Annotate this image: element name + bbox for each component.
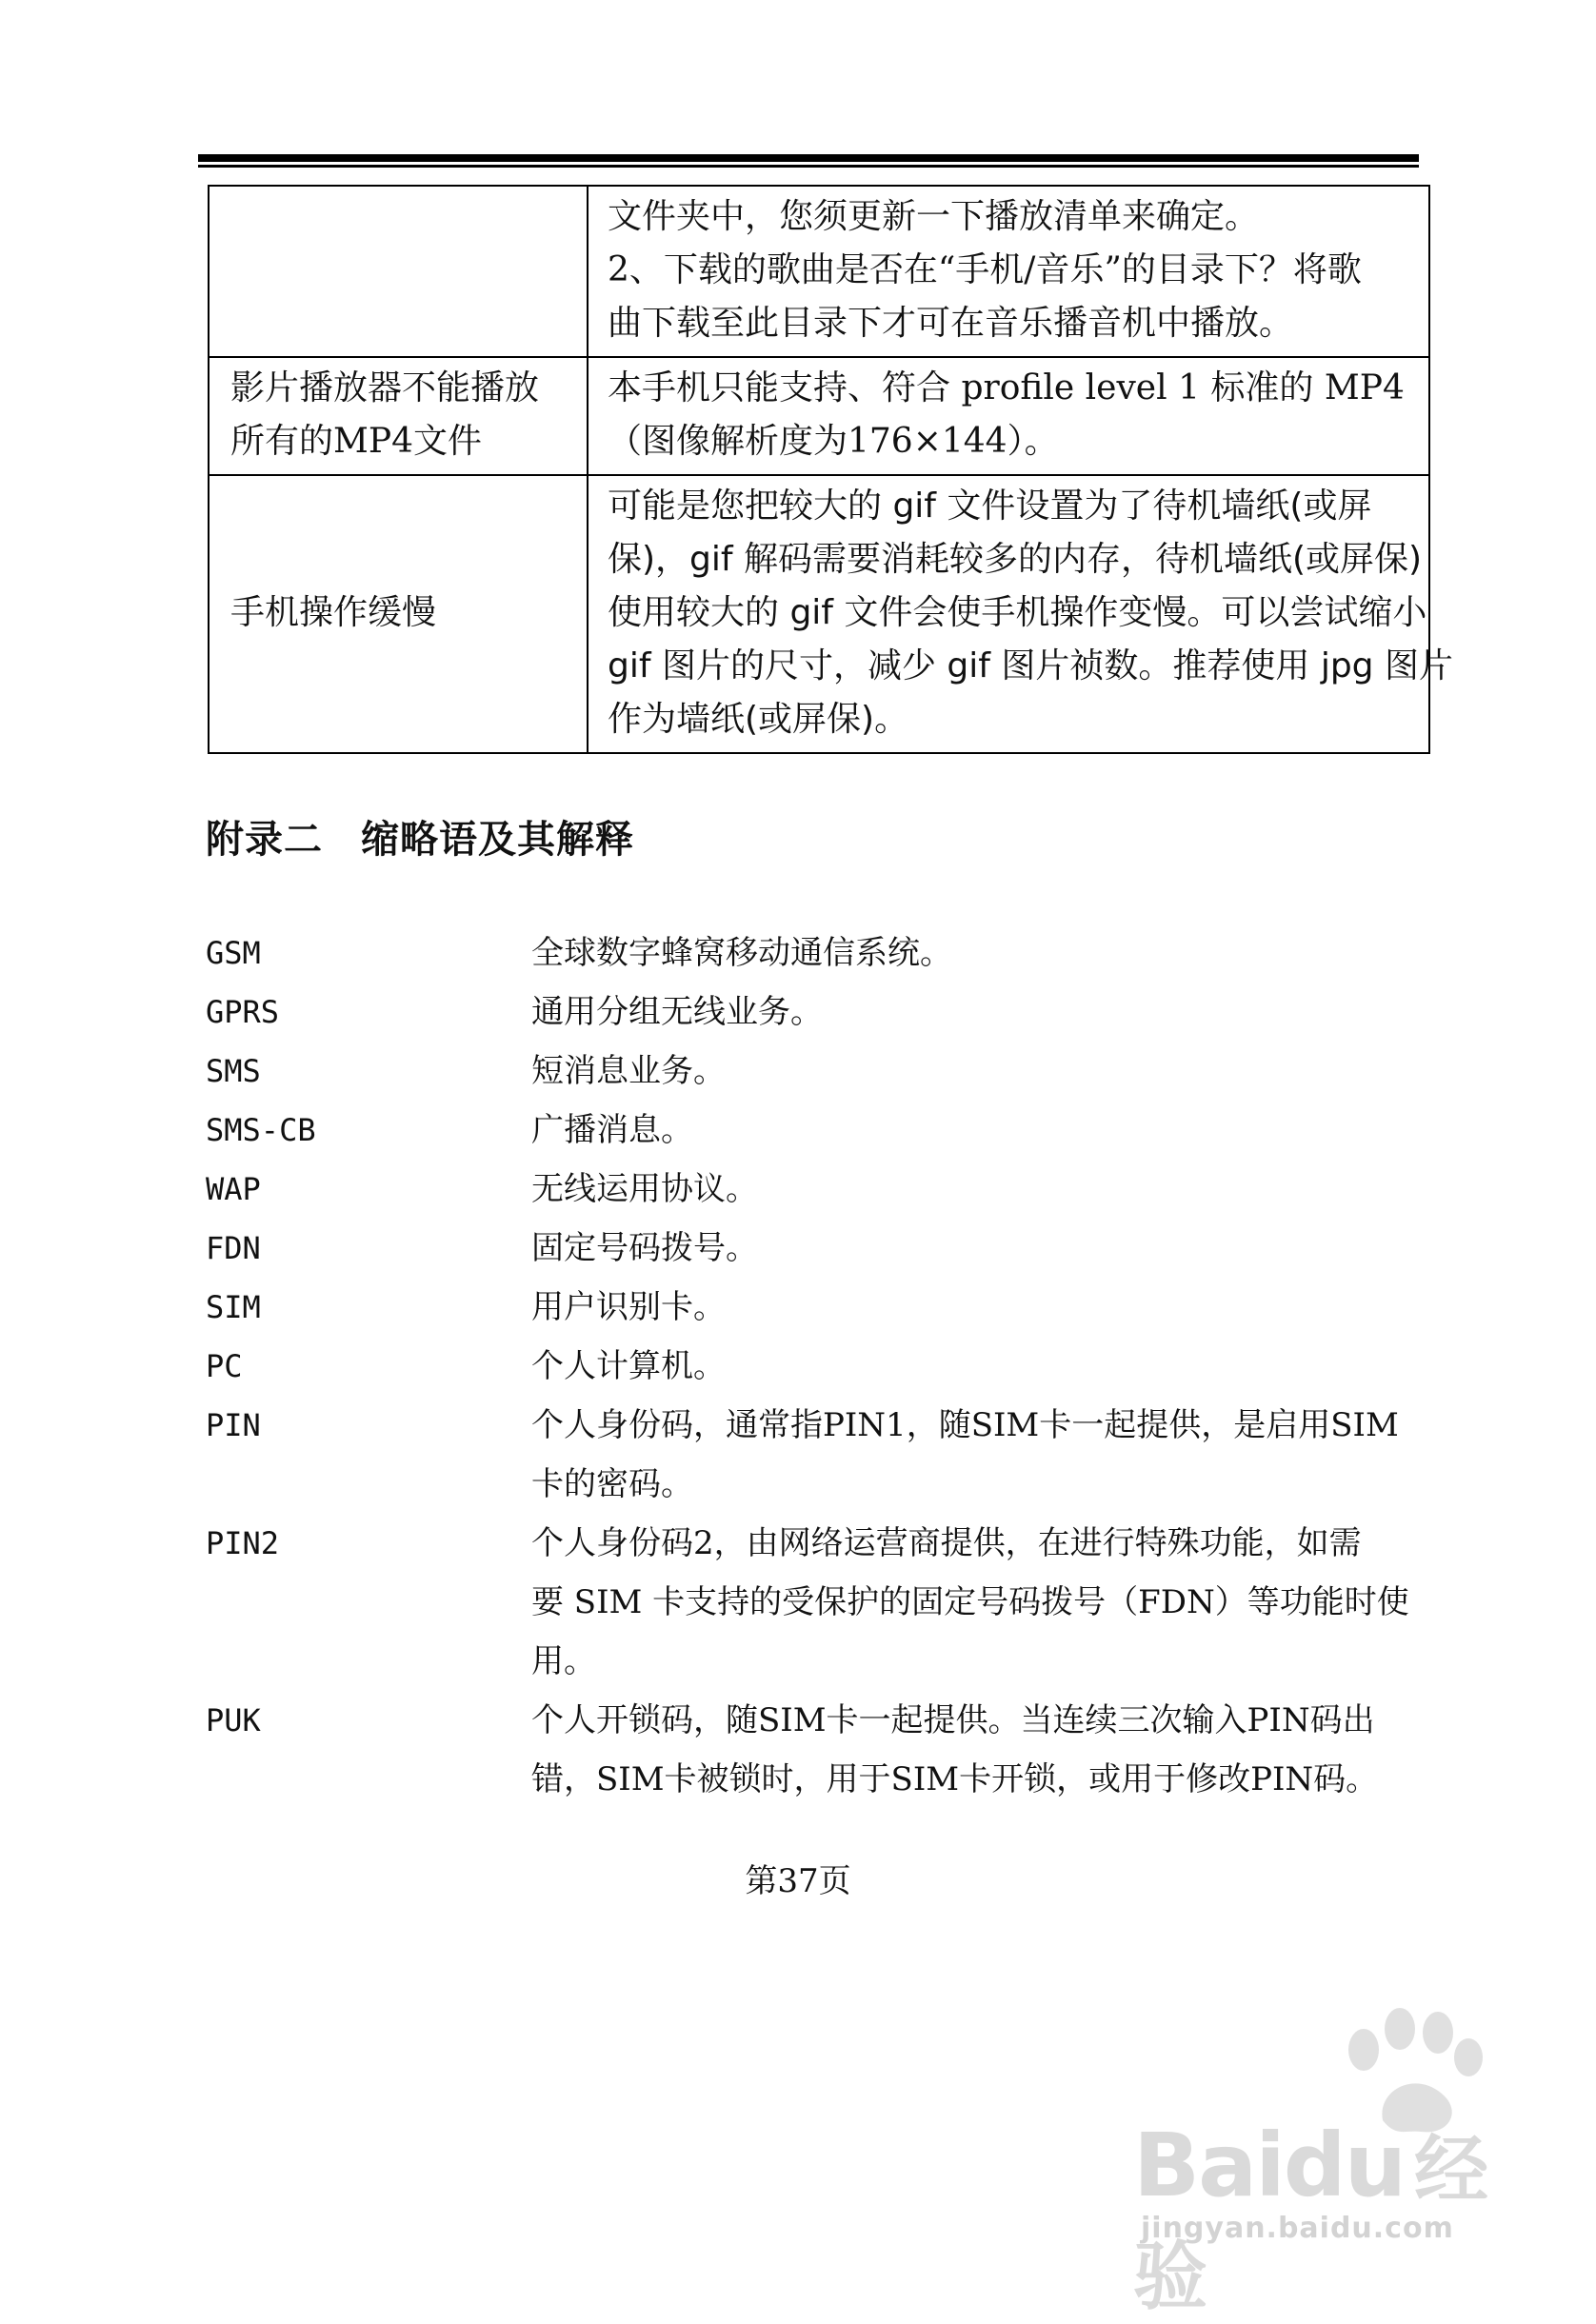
brand-cn: 经验	[1133, 2128, 1487, 2320]
appendix-subtitle: 缩略语及其解释	[361, 818, 634, 862]
abbr-term: PIN2	[206, 1525, 280, 1561]
abbr-term: SMS-CB	[206, 1112, 316, 1148]
abbr-definition	[531, 1691, 1434, 1809]
abbr-term: WAP	[206, 1171, 261, 1207]
list-item	[206, 1101, 1434, 1160]
definition-line: 固定号码拨号。	[531, 1229, 758, 1267]
faq-table	[208, 185, 1453, 754]
list-item	[206, 1691, 1434, 1809]
answer-line: 本手机只能支持、符合 profile level 1 标准的 MP4	[608, 368, 1405, 407]
abbreviation-list	[206, 924, 1434, 1809]
question-cell: 手机操作缓慢	[209, 475, 588, 753]
appendix-heading	[206, 809, 634, 864]
header-rule-thick	[198, 154, 1419, 162]
list-item	[206, 1160, 1434, 1219]
brand-text: Bai	[1133, 2115, 1284, 2216]
answer-cell	[588, 475, 1453, 753]
answer-line: gif 图片的尺寸，减少 gif 图片祯数。推荐使用 jpg 图片	[608, 646, 1453, 685]
abbr-definition	[531, 1101, 1434, 1160]
list-item	[206, 983, 1434, 1042]
answer-line: （图像解析度为176×144）。	[608, 422, 1059, 461]
abbr-definition	[531, 924, 1434, 983]
answer-line: 曲下载至此目录下才可在音乐播音机中播放。	[608, 304, 1294, 343]
list-item	[206, 924, 1434, 983]
question-cell: 影片播放器不能播放所有的MP4文件	[209, 357, 588, 475]
abbr-definition	[531, 1278, 1434, 1337]
baidu-watermark	[1114, 1995, 1514, 2320]
list-item	[206, 1278, 1434, 1337]
definition-line: 短消息业务。	[531, 1052, 726, 1090]
list-item	[206, 1337, 1434, 1396]
answer-line: 使用较大的 gif 文件会使手机操作变慢。可以尝试缩小	[608, 593, 1427, 632]
answer-cell	[588, 357, 1429, 475]
header-rule-thin	[198, 165, 1419, 168]
definition-line: 个人身份码2，由网络运营商提供，在进行特殊功能，如需	[531, 1524, 1362, 1562]
answer-line: 保)，gif 解码需要消耗较多的内存，待机墙纸(或屏保)	[608, 540, 1423, 579]
abbr-definition	[531, 1337, 1434, 1396]
abbr-definition	[531, 1042, 1434, 1101]
abbr-definition	[531, 1219, 1434, 1278]
answer-line: 2、下载的歌曲是否在“手机/音乐”的目录下？将歌	[608, 250, 1362, 289]
table-row	[209, 475, 1429, 753]
abbr-term: SIM	[206, 1289, 261, 1325]
list-item	[206, 1396, 1434, 1514]
abbr-term: PIN	[206, 1407, 261, 1443]
definition-line: 全球数字蜂窝移动通信系统。	[531, 934, 952, 972]
definition-line: 个人身份码，通常指PIN1，随SIM卡一起提供，是启用SIM	[531, 1406, 1399, 1444]
list-item	[206, 1219, 1434, 1278]
question-cell	[209, 186, 588, 357]
answer-line: 文件夹中，您须更新一下播放清单来确定。	[608, 197, 1260, 236]
definition-line: 个人计算机。	[531, 1347, 726, 1385]
abbr-definition	[531, 1160, 1434, 1219]
definition-line: 个人开锁码，随SIM卡一起提供。当连续三次输入PIN码出	[531, 1701, 1375, 1739]
abbr-term: GPRS	[206, 994, 280, 1030]
answer-line: 作为墙纸(或屏保)。	[608, 700, 909, 739]
abbr-term: GSM	[206, 935, 261, 971]
definition-line: 用。	[531, 1642, 596, 1680]
abbr-definition	[531, 1396, 1434, 1514]
definition-line: 广播消息。	[531, 1111, 693, 1149]
table-row	[209, 186, 1429, 357]
abbr-definition	[531, 983, 1434, 1042]
definition-line: 通用分组无线业务。	[531, 993, 823, 1031]
list-item	[206, 1514, 1434, 1691]
definition-line: 无线运用协议。	[531, 1170, 758, 1208]
abbr-term: SMS	[206, 1053, 261, 1089]
abbr-term: PC	[206, 1348, 243, 1384]
watermark-url: jingyan.baidu.com	[1141, 2212, 1454, 2245]
definition-line: 卡的密码。	[531, 1465, 693, 1503]
abbr-definition	[531, 1514, 1434, 1691]
page-number: 第37页	[745, 1862, 851, 1900]
definition-line: 错，SIM卡被锁时，用于SIM卡开锁，或用于修改PIN码。	[531, 1760, 1379, 1798]
answer-cell	[588, 186, 1429, 357]
appendix-title: 附录二	[206, 818, 323, 862]
definition-line: 要 SIM 卡支持的受保护的固定号码拨号（FDN）等功能时使	[531, 1583, 1409, 1621]
abbr-term: PUK	[206, 1702, 261, 1738]
answer-line: 可能是您把较大的 gif 文件设置为了待机墙纸(或屏	[608, 487, 1372, 526]
definition-line: 用户识别卡。	[531, 1288, 726, 1326]
brand-suffix: du	[1283, 2115, 1406, 2216]
abbr-term: FDN	[206, 1230, 261, 1266]
list-item	[206, 1042, 1434, 1101]
table-row	[209, 357, 1429, 475]
